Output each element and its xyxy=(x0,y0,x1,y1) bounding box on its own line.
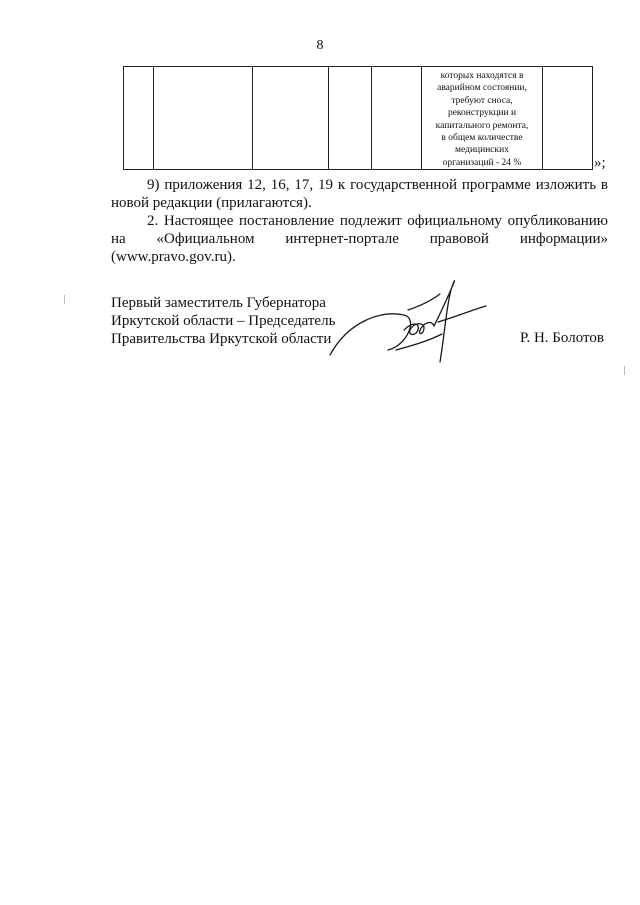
table-cell xyxy=(329,67,372,170)
signatory-title-line: Иркутской области – Председатель xyxy=(111,313,336,329)
paragraph-item-2-line-3: (www.pravo.gov.ru). xyxy=(111,249,236,265)
table-row xyxy=(124,67,593,170)
cell-line: медицинских xyxy=(455,145,509,156)
cell-line: в общем количестве xyxy=(441,133,523,144)
table-cell xyxy=(154,67,253,170)
signatory-name: Р. Н. Болотов xyxy=(520,330,604,346)
signatory-title-line: Первый заместитель Губернатора xyxy=(111,295,326,311)
cell-line: требуют сноса, xyxy=(451,95,513,106)
paragraph-item-9-line-1: 9) приложения 12, 16, 17, 19 к государственной программе изложить в xyxy=(147,177,608,193)
page-number: 8 xyxy=(316,38,324,53)
scan-mark xyxy=(624,366,625,375)
table-cell-indicator xyxy=(422,67,543,170)
table-cell xyxy=(372,67,422,170)
paragraph-item-2-line-1: 2. Настоящее постановление подлежит официальному опубликованию xyxy=(147,213,608,229)
table-fragment xyxy=(123,66,593,170)
cell-line: которых находятся в xyxy=(440,71,524,81)
table-cell xyxy=(124,67,154,170)
table-cell xyxy=(253,67,329,170)
cell-line: реконструкции и xyxy=(447,108,517,119)
table-cell xyxy=(543,67,593,170)
cell-line: организаций - 24 % xyxy=(442,157,522,168)
cell-line: капитального ремонта, xyxy=(435,120,529,131)
paragraph-item-9-line-2: новой редакции (прилагаются). xyxy=(111,195,312,211)
signatory-title-line: Правительства Иркутской области xyxy=(111,331,332,347)
closing-quote: »; xyxy=(594,155,606,171)
handwritten-signature xyxy=(300,270,500,375)
scan-mark xyxy=(64,295,65,304)
cell-line: аварийном состоянии, xyxy=(437,83,527,94)
paragraph-item-2-line-2: на «Официальном интернет-портале правовой информации» xyxy=(111,231,608,247)
